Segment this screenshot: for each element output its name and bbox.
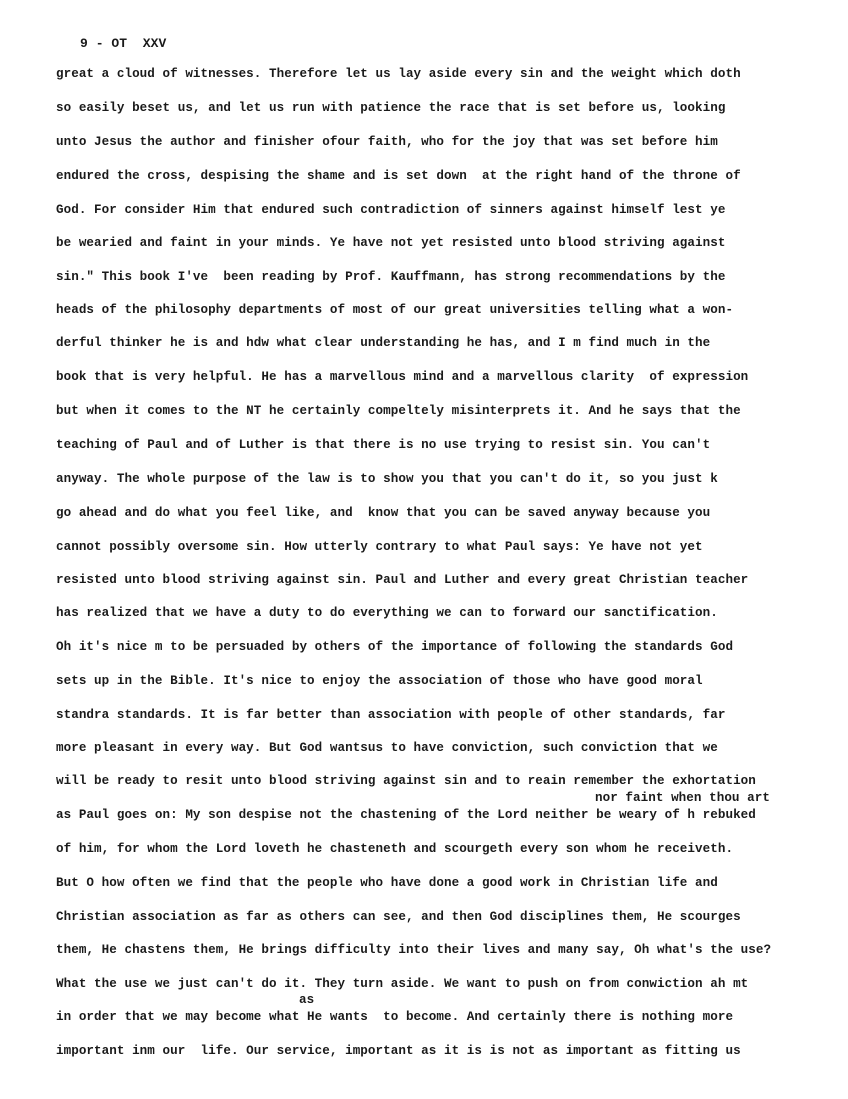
text-line: What the use we just can't do it. They turn aside. We want to push on from conwiction ah mt [56, 977, 749, 991]
text-line: standra standards. It is far better than association with people of other standards, far [56, 708, 726, 722]
text-line: derful thinker he is and hdw what clear understanding he has, and I m find much in the [56, 336, 711, 350]
text-line: cannot possibly oversome sin. How utterly contrary to what Paul says: Ye have not yet [56, 540, 703, 554]
text-line: them, He chastens them, He brings difficulty into their lives and many say, Oh what's the use? [56, 943, 772, 957]
text-line: God. For consider Him that endured such contradiction of sinners against himself lest ye [56, 203, 726, 217]
text-line: be wearied and faint in your minds. Ye have not yet resisted unto blood striving against [56, 236, 726, 250]
page-header: 9 - OT XXV [80, 36, 167, 51]
text-line: unto Jesus the author and finisher ofour faith, who for the joy that was set before him [56, 135, 718, 149]
text-line: resisted unto blood striving against sin. Paul and Luther and every great Christian teacher [56, 573, 749, 587]
text-line: important inm our life. Our service, important as it is is not as important as fitting us [56, 1044, 741, 1058]
text-line: of him, for whom the Lord loveth he chasteneth and scourgeth every son whom he receiveth. [56, 842, 734, 856]
typed-insertion: as [299, 993, 315, 1007]
text-line: sin." This book I've been reading by Prof. Kauffmann, has strong recommendations by the [56, 270, 726, 284]
text-line: but when it comes to the NT he certainly compeltely misinterprets it. And he says that the [56, 404, 741, 418]
text-line: great a cloud of witnesses. Therefore let us lay aside every sin and the weight which doth [56, 67, 741, 81]
text-line: so easily beset us, and let us run with patience the race that is set before us, looking [56, 101, 726, 115]
handwritten-insertion: nor faint when thou art [595, 791, 770, 805]
text-line: book that is very helpful. He has a marvellous mind and a marvellous clarity of expression [56, 370, 749, 384]
text-line: Oh it's nice m to be persuaded by others of the importance of following the standards God [56, 640, 734, 654]
text-line: But O how often we find that the people who have done a good work in Christian life and [56, 876, 718, 890]
text-line: heads of the philosophy departments of most of our great universities telling what a won- [56, 303, 734, 317]
text-line: has realized that we have a duty to do everything we can to forward our sanctification. [56, 606, 718, 620]
text-line: teaching of Paul and of Luther is that there is no use trying to resist sin. You can't [56, 438, 711, 452]
text-line: in order that we may become what He wants to become. And certainly there is nothing more [56, 1010, 734, 1024]
text-line: Christian association as far as others can see, and then God disciplines them, He scourges [56, 910, 741, 924]
text-line: endured the cross, despising the shame and is set down at the right hand of the throne of [56, 169, 741, 183]
text-line: sets up in the Bible. It's nice to enjoy the association of those who have good moral [56, 674, 703, 688]
text-line: anyway. The whole purpose of the law is to show you that you can't do it, so you just k [56, 472, 718, 486]
text-line: as Paul goes on: My son despise not the chastening of the Lord neither be weary of h rebuked [56, 808, 756, 822]
text-line: go ahead and do what you feel like, and know that you can be saved anyway because you [56, 506, 711, 520]
text-line: will be ready to resit unto blood striving against sin and to reain remember the exhortation [56, 774, 756, 788]
text-line: more pleasant in every way. But God wantsus to have conviction, such conviction that we [56, 741, 718, 755]
